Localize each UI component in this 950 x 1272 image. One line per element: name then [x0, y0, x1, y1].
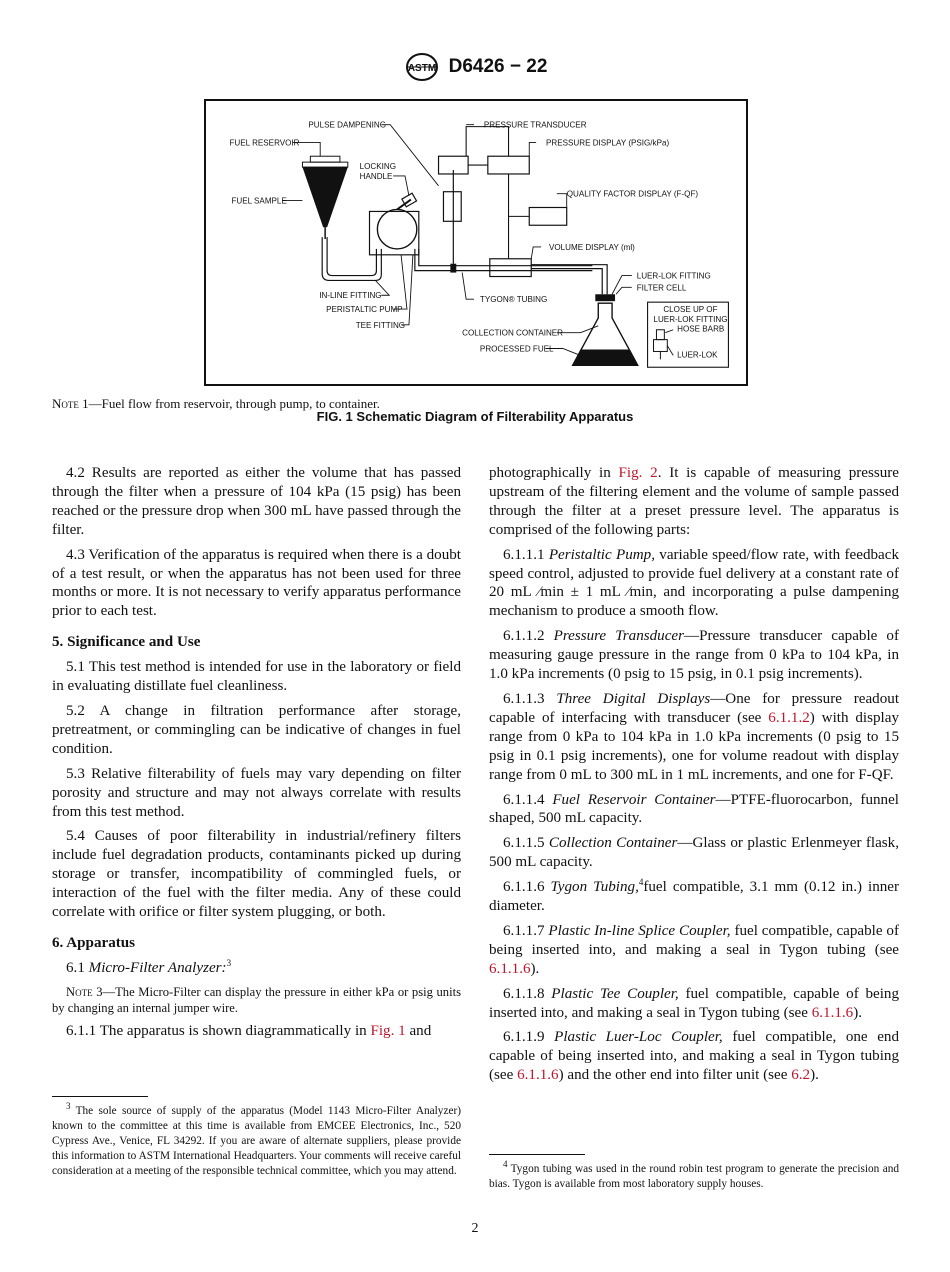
figure-note: Note 1—Fuel flow from reservoir, through pump, to container.: [52, 396, 380, 411]
label-fuel-sample: FUEL SAMPLE: [231, 196, 287, 206]
pressure-transducer-icon: [443, 192, 461, 222]
label-close-up-of: CLOSE UP OF: [663, 305, 718, 315]
quality-factor-display-icon: [529, 207, 566, 225]
ref-6-1-1-6-link[interactable]: 6.1.1.6: [489, 960, 531, 977]
ref-6-2-link[interactable]: 6.2: [791, 1067, 811, 1084]
paragraph-5-3: 5.3 Relative filterability of fuels may vary depending on filter porosity and structure and may not always correlate with results from this test method.: [52, 765, 461, 820]
label-peristaltic-pump: PERISTALTIC PUMP: [326, 305, 403, 315]
note-3: Note 3—The Micro-Filter can display the pressure in either kPa or psig units by changing an internal jumper wire.: [52, 984, 461, 1015]
section-heading-6: 6. Apparatus: [52, 934, 136, 951]
paragraph-6-1-1-cont: photographically in Fig. 2. It is capable of measuring pressure upstream of the filtering element and the volume of sample passed through the filter at a preset pressure level. The apparatus is comprised of the following parts:: [489, 465, 900, 538]
paragraph-6-1-1-7: 6.1.1.7 Plastic In-line Splice Coupler, fuel compatible, capable of being inserted into, and making a seal in Tygon tubing (see 6.1.1.6).: [489, 922, 899, 977]
label-tee-fitting: TEE FITTING: [355, 320, 406, 330]
left-column: [52, 464, 461, 1047]
label-in-line-fitting: IN-LINE FITTING: [319, 291, 382, 301]
label-collection-container: COLLECTION CONTAINER: [462, 328, 564, 338]
paragraph-6-1-1-3: 6.1.1.3 Three Digital Displays—One for pressure readout capable of interfacing with transducer (see 6.1.1.2) with display range from 0 kPa to 104 kPa in 1.0 kPa increments (0 psig to 15 psig in 0.1 psig increments), one for volume readout with display range from 0 mL to 300 mL in 1 mL increments, and one for F-QF.: [489, 690, 900, 783]
paragraph-6-1-1-1: 6.1.1.1 Peristaltic Pump, variable speed/flow rate, with feedback speed control, adjusted to provide fuel delivery at a constant rate of 20 mL ⁄min ± 1 mL ⁄min, and incorporating a pulse dampening mechanism to produce a smooth flow.: [489, 546, 899, 620]
label-tygon-tubing: TYGON® TUBING: [479, 295, 548, 305]
paragraph-6-1: 6.1 Micro-Filter Analyzer:$^3$: [66, 957, 232, 976]
ref-6-1-1-6-link[interactable]: 6.1.1.6: [811, 1004, 854, 1021]
standard-code: D6426 − 22: [448, 56, 548, 77]
figure-caption: FIG. 1 Schematic Diagram of Filterability Apparatus: [316, 409, 634, 424]
label-fuel-reservoir: FUEL RESERVOIR: [229, 138, 300, 148]
label-volume-display: VOLUME DISPLAY (ml): [548, 242, 635, 252]
paragraph-6-1-1-4: 6.1.1.4 Fuel Reservoir Container—PTFE-fluorocarbon, funnel shaped, 500 mL capacity.: [489, 791, 899, 827]
footnote-3: $^3$ The sole source of supply of the apparatus (Model 1143 Micro-Filter Analyzer) known to the committee at this time is available from EMCEE Electronics, Inc., 520 Cypress Ave., Venice, FL 34292. If you are aware of alternate suppliers, please provide this information to ASTM International Headquarters. Your comments will receive careful consideration at a meeting of the responsible technical committee, which you may attend.: [52, 1101, 461, 1177]
figure-schematic: [204, 99, 748, 386]
label-pulse-dampening: PULSE DAMPENING: [308, 120, 387, 130]
label-close-up-luer-lok: LUER-LOK FITTING: [653, 314, 728, 324]
astm-logo-icon: [403, 52, 441, 82]
section-heading-5: 5. Significance and Use: [52, 634, 201, 651]
paragraph-6-1-1-9: 6.1.1.9 Plastic Luer-Loc Coupler, fuel compatible, one end capable of being inserted into, and making a seal in Tygon tubing (see 6.1.1.6) and the other end into filter unit (see 6.2).: [489, 1029, 900, 1084]
label-pressure-transducer: PRESSURE TRANSDUCER: [483, 120, 587, 130]
paragraph-4-2: 4.2 Results are reported as either the volume that has passed through the filter when a pressure of 104 kPa (15 psig) has been reached or the pressure drop when 300 mL have passed through the filter.: [52, 465, 461, 538]
label-hose-barb: HOSE BARB: [677, 324, 725, 334]
paragraph-6-1-1: 6.1.1 The apparatus is shown diagrammatically in Fig. 1 and: [66, 1022, 432, 1039]
paragraph-5-1: 5.1 This test method is intended for use in the laboratory or field in evaluating distillate fuel cleanliness.: [52, 659, 461, 695]
label-pressure-display: PRESSURE DISPLAY (PSIG/kPa): [546, 138, 670, 148]
label-filter-cell: FILTER CELL: [636, 283, 687, 293]
label-luer-lok-fitting: LUER-LOK FITTING: [636, 271, 711, 281]
page-number: 2: [471, 1221, 479, 1236]
right-column: [489, 464, 899, 1091]
ref-6-1-1-2-link[interactable]: 6.1.1.2: [768, 709, 810, 726]
paragraph-6-1-1-6: 6.1.1.6 Tygon Tubing,$^4$fuel compatible, 3.1 mm (0.12 in.) inner diameter.: [489, 877, 900, 915]
pressure-display-icon: [488, 156, 529, 174]
footnote-rule: [489, 1154, 585, 1155]
label-processed-fuel: PROCESSED FUEL: [479, 344, 554, 354]
label-quality-factor-display: QUALITY FACTOR DISPLAY (F-QF): [566, 189, 699, 199]
label-locking: LOCKING: [359, 162, 397, 172]
fuel-reservoir-icon: [302, 167, 347, 227]
fig-1-link[interactable]: Fig. 1: [370, 1022, 406, 1039]
label-luer-lok: LUER-LOK: [677, 350, 718, 360]
filterability-apparatus-diagram: [206, 101, 746, 384]
paragraph-6-1-1-2: 6.1.1.2 Pressure Transducer—Pressure transducer capable of measuring gauge pressure in the range from 0 kPa to 104 kPa, in 1.0 kPa increments (0 psig to 15 psig, in 0.1 psig increments).: [489, 628, 899, 683]
ref-6-1-1-6-link[interactable]: 6.1.1.6: [517, 1067, 559, 1084]
svg-text:ASTM: ASTM: [407, 63, 436, 74]
page-header: [0, 52, 950, 86]
paragraph-4-3: 4.3 Verification of the apparatus is required when there is a doubt of a test result, or when the apparatus has not been used for three months or more. It is not necessary to verify apparatus performance prior to each test.: [52, 546, 461, 620]
paragraph-5-4: 5.4 Causes of poor filterability in industrial/refinery filters include fuel degradation products, contaminants picked up during storage or transfer, incompatibility of commingled fuels, or interaction of the fuel with the filter media. Any of these could correlate with orifice or filter system plugging, or both.: [52, 828, 461, 921]
fig-2-link[interactable]: Fig. 2: [618, 465, 658, 481]
paragraph-6-1-1-8: 6.1.1.8 Plastic Tee Coupler, fuel compatible, capable of being inserted into, and making a seal in Tygon tubing (see 6.1.1.6).: [489, 985, 900, 1021]
paragraph-5-2: 5.2 A change in filtration performance after storage, pretreatment, or commingling can be indicative of changes in fuel condition.: [52, 702, 461, 757]
footnote-4: $^4$ Tygon tubing was used in the round robin test program to generate the precision and bias. Tygon is available from most laboratory supply houses.: [489, 1159, 900, 1190]
label-handle: HANDLE: [359, 171, 393, 181]
footnote-rule: [52, 1096, 148, 1097]
volume-display-icon: [490, 259, 531, 277]
paragraph-6-1-1-5: 6.1.1.5 Collection Container—Glass or plastic Erlenmeyer flask, 500 mL capacity.: [489, 835, 900, 871]
filter-cell-icon: [595, 294, 615, 301]
